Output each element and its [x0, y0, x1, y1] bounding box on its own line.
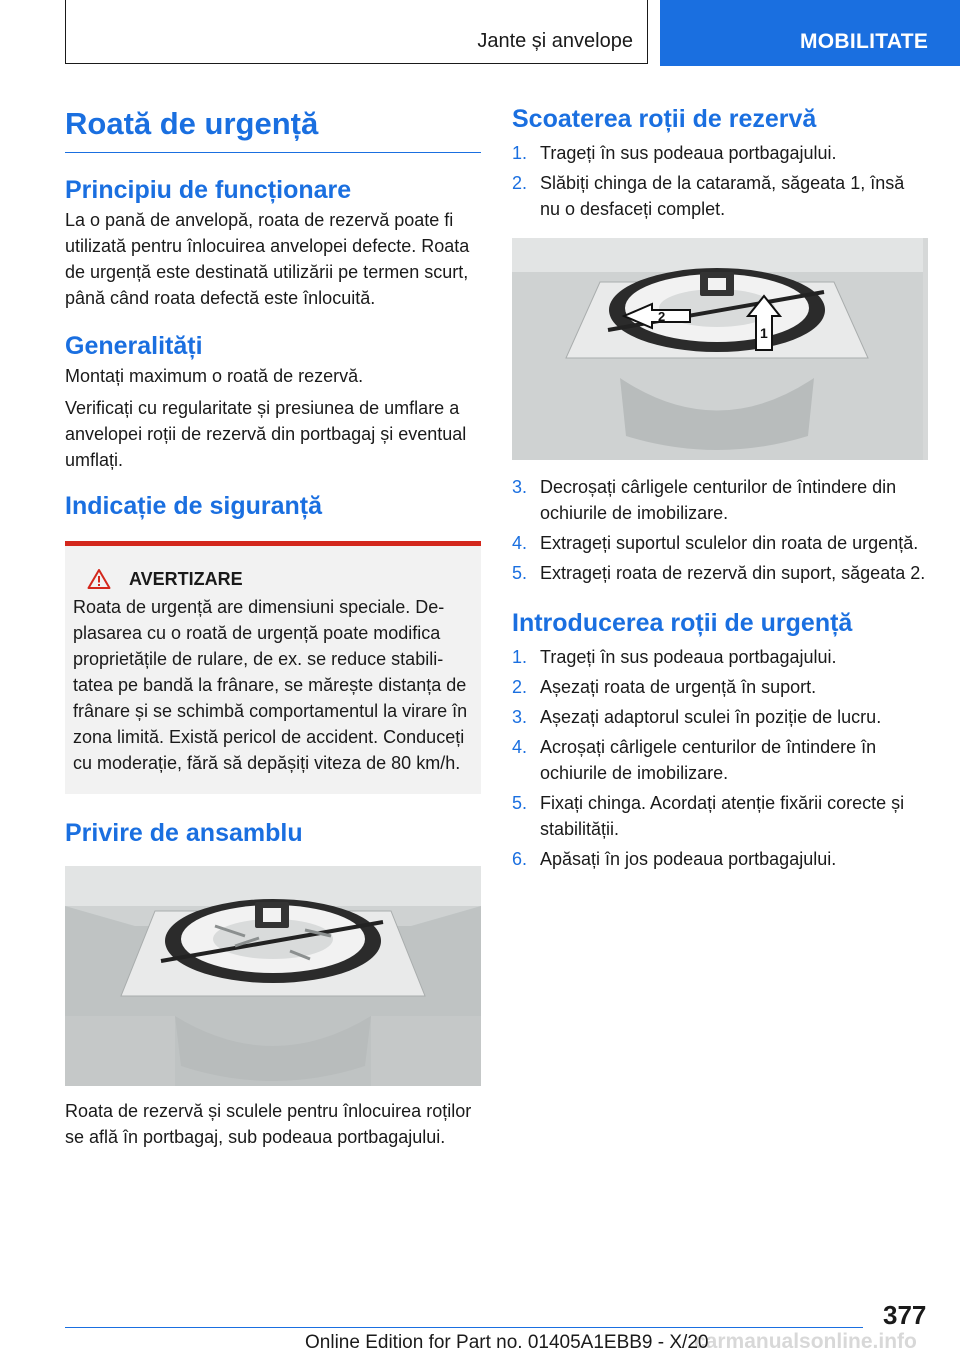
page-title: Roată de urgență: [65, 106, 481, 153]
list-item: [512, 704, 928, 730]
step-text: Fixați chinga. Acordați atenție fixării corecte și stabilității.: [540, 793, 905, 839]
step-text: Decroșați cârligele centurilor de întindere din ochiurile de imobilizare.: [540, 477, 897, 523]
step-text: Trageți în sus podeaua portbagajului.: [540, 647, 837, 667]
page-number: 377: [883, 1300, 927, 1330]
step-text: Acroșați cârligele centurilor de întindere în ochiurile de imobilizare.: [540, 737, 877, 783]
heading-removal: Scoaterea roții de rezervă: [512, 105, 817, 133]
list-item: [512, 530, 928, 556]
right-column: [512, 104, 928, 872]
arrow-2-label: 2: [658, 309, 666, 324]
list-item: [512, 474, 928, 526]
step-number: 6.: [512, 849, 528, 869]
step-number: 1.: [512, 143, 528, 163]
footer-watermark: carmanualsonline.info: [694, 1330, 917, 1353]
general-text-2: Verificați cu regularitate și presiunea de umflare a anvelopei roții de rezervă din portbagaj și eventual umflați.: [65, 398, 467, 470]
list-item: [512, 560, 928, 586]
step-text: Extrageți roata de rezervă din suport, săgeata 2.: [540, 563, 926, 583]
arrow-1-label: 1: [760, 325, 768, 341]
step-number: 3.: [512, 477, 528, 497]
step-number: 5.: [512, 793, 528, 813]
warning-text: Roata de urgență are dimensiuni speciale. Deplasarea cu o roată de urgență poate modifica proprietățile de rulare, de ex. se reduce stabilitatea pe bandă la frânare, se mărește distanța de frânare și se schimbă comportamentul la virare în zona limită. Există pericol de accident. Conduceți cu moderație, fără să depășiți viteza de 80 km/h.: [73, 597, 468, 773]
header-chapter-tab[interactable]: MOBILITATE: [660, 0, 960, 66]
step-number: 3.: [512, 707, 528, 727]
heading-general: Generalități: [65, 332, 203, 360]
header-section-title: Jante și anvelope: [477, 30, 633, 52]
list-item: [512, 734, 928, 786]
footer-edition: Online Edition for Part no. 01405A1EBB9 - X/20: [305, 1332, 709, 1353]
principle-text: La o pană de anvelopă, roata de rezervă poate fi utilizată pentru înlocuirea anvelopei defecte. Roata de urgență este destinată utilizării pe termen scurt, până când roata defectă este înlocuită.: [65, 210, 470, 308]
warning-title-label: AVERTIZARE: [129, 568, 243, 589]
step-number: 2.: [512, 173, 528, 193]
step-number: 5.: [512, 563, 528, 583]
spare-wheel-strap-illustration: [512, 238, 923, 460]
step-text: Extrageți suportul sculelor din roata de urgență.: [540, 533, 919, 553]
warning-triangle-icon: [87, 568, 111, 590]
spare-wheel-overview-image: [65, 866, 481, 1086]
warning-box: [65, 541, 481, 794]
general-text-1: Montați maximum o roată de rezervă.: [65, 366, 364, 386]
heading-overview: Privire de ansamblu: [65, 819, 303, 847]
heading-safety: Indicație de siguranță: [65, 492, 323, 520]
list-item: [512, 644, 928, 670]
list-item: [512, 140, 928, 166]
strap-release-image: [512, 238, 928, 460]
step-text: Apăsați în jos podeaua portbagajului.: [540, 849, 837, 869]
header-section-box: [65, 0, 648, 64]
step-text: Așezați roata de urgență în suport.: [540, 677, 817, 697]
list-item: [512, 674, 928, 700]
heading-principle: Principiu de funcționare: [65, 176, 352, 204]
step-text: Slăbiți chinga de la cataramă, săgeata 1, însă nu o desfaceți complet.: [540, 173, 905, 219]
step-number: 4.: [512, 737, 528, 757]
insert-steps: [512, 644, 928, 872]
footer-divider: [65, 1327, 863, 1328]
removal-steps-b: [512, 474, 928, 586]
list-item: [512, 790, 928, 842]
left-column: [65, 106, 481, 1150]
warning-title: [87, 568, 473, 590]
step-number: 4.: [512, 533, 528, 553]
trunk-spare-wheel-illustration: [65, 866, 481, 1086]
list-item: [512, 170, 928, 222]
list-item: [512, 846, 928, 872]
removal-steps-a: [512, 140, 928, 222]
step-text: Trageți în sus podeaua portbagajului.: [540, 143, 837, 163]
step-number: 2.: [512, 677, 528, 697]
overview-caption: Roata de rezervă și sculele pentru înlocuirea roților se află în portbagaj, sub podeaua portbagajului.: [65, 1101, 472, 1147]
step-text: Așezați adaptorul sculei în poziție de lucru.: [540, 707, 882, 727]
step-number: 1.: [512, 647, 528, 667]
heading-insert: Introducerea roții de urgență: [512, 609, 853, 637]
